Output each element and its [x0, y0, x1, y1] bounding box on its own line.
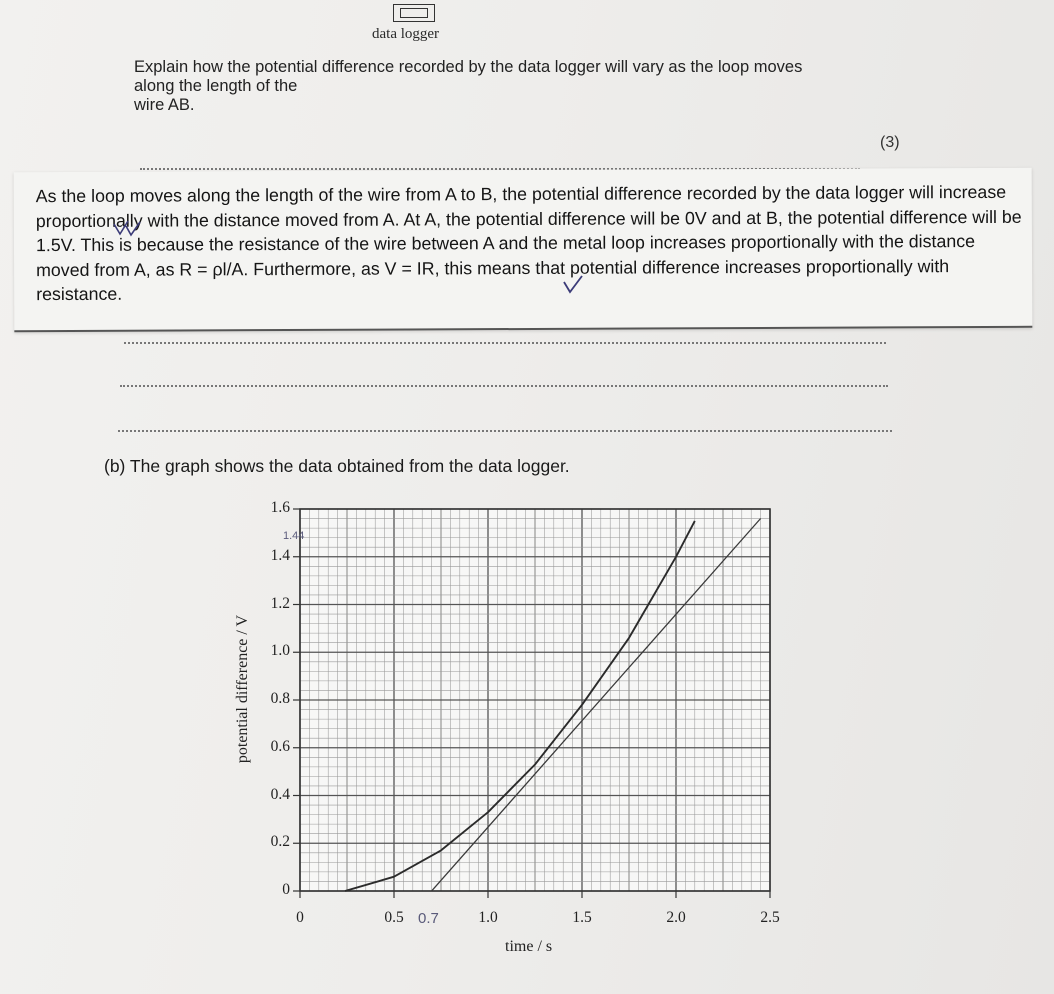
marks-label: (3): [880, 134, 900, 151]
handwritten-note-x: 0.7: [418, 910, 439, 927]
handwritten-note-y: 1.44: [283, 530, 305, 542]
x-tick-label: 1.5: [572, 909, 592, 926]
y-tick-label: 0.8: [270, 690, 290, 707]
x-axis-label: time / s: [505, 938, 553, 955]
y-tick-label: 1.6: [270, 499, 290, 516]
question-line-3: wire AB.: [134, 96, 195, 114]
y-tick-label: 0.2: [270, 833, 290, 851]
part-b-heading: (b) The graph shows the data obtained from the data logger.: [104, 456, 570, 476]
graph-grid: [293, 509, 770, 898]
y-tick-label: 0: [282, 881, 290, 898]
x-tick-label: 1.0: [478, 909, 498, 926]
y-tick-label: 1.4: [270, 546, 290, 564]
y-tick-label: 0.6: [270, 737, 290, 755]
x-tick-label: 2.0: [666, 909, 686, 926]
question-line-1: Explain how the potential difference recorded by the data logger will vary as the loop moves: [134, 58, 803, 76]
y-axis-label: potential difference / V: [234, 614, 251, 764]
x-tick-label: 2.5: [760, 909, 780, 926]
data-logger-label: data logger: [372, 26, 440, 42]
y-tick-label: 0.4: [270, 785, 290, 803]
x-tick-label: 0: [296, 909, 304, 926]
x-tick-label: 0.5: [384, 909, 404, 926]
question-line-2: along the length of the: [134, 77, 298, 95]
y-tick-label: 1.2: [270, 594, 290, 612]
answer-text[interactable]: As the loop moves along the length of the wire from A to B, the potential difference recorded by the data logger will increase proportionally with the distance moved from A. At A, the potential difference will be 0V and at B, the potential difference will be 1.5V. This is because the resistance of the wire between A and the metal loop increases proportionally with the distance moved from A, as R = ρl/A. Furthermore, as V = IR, this means that potential difference increases proportionally with resistance.: [35, 181, 1022, 305]
y-tick-label: 1.0: [270, 642, 290, 660]
